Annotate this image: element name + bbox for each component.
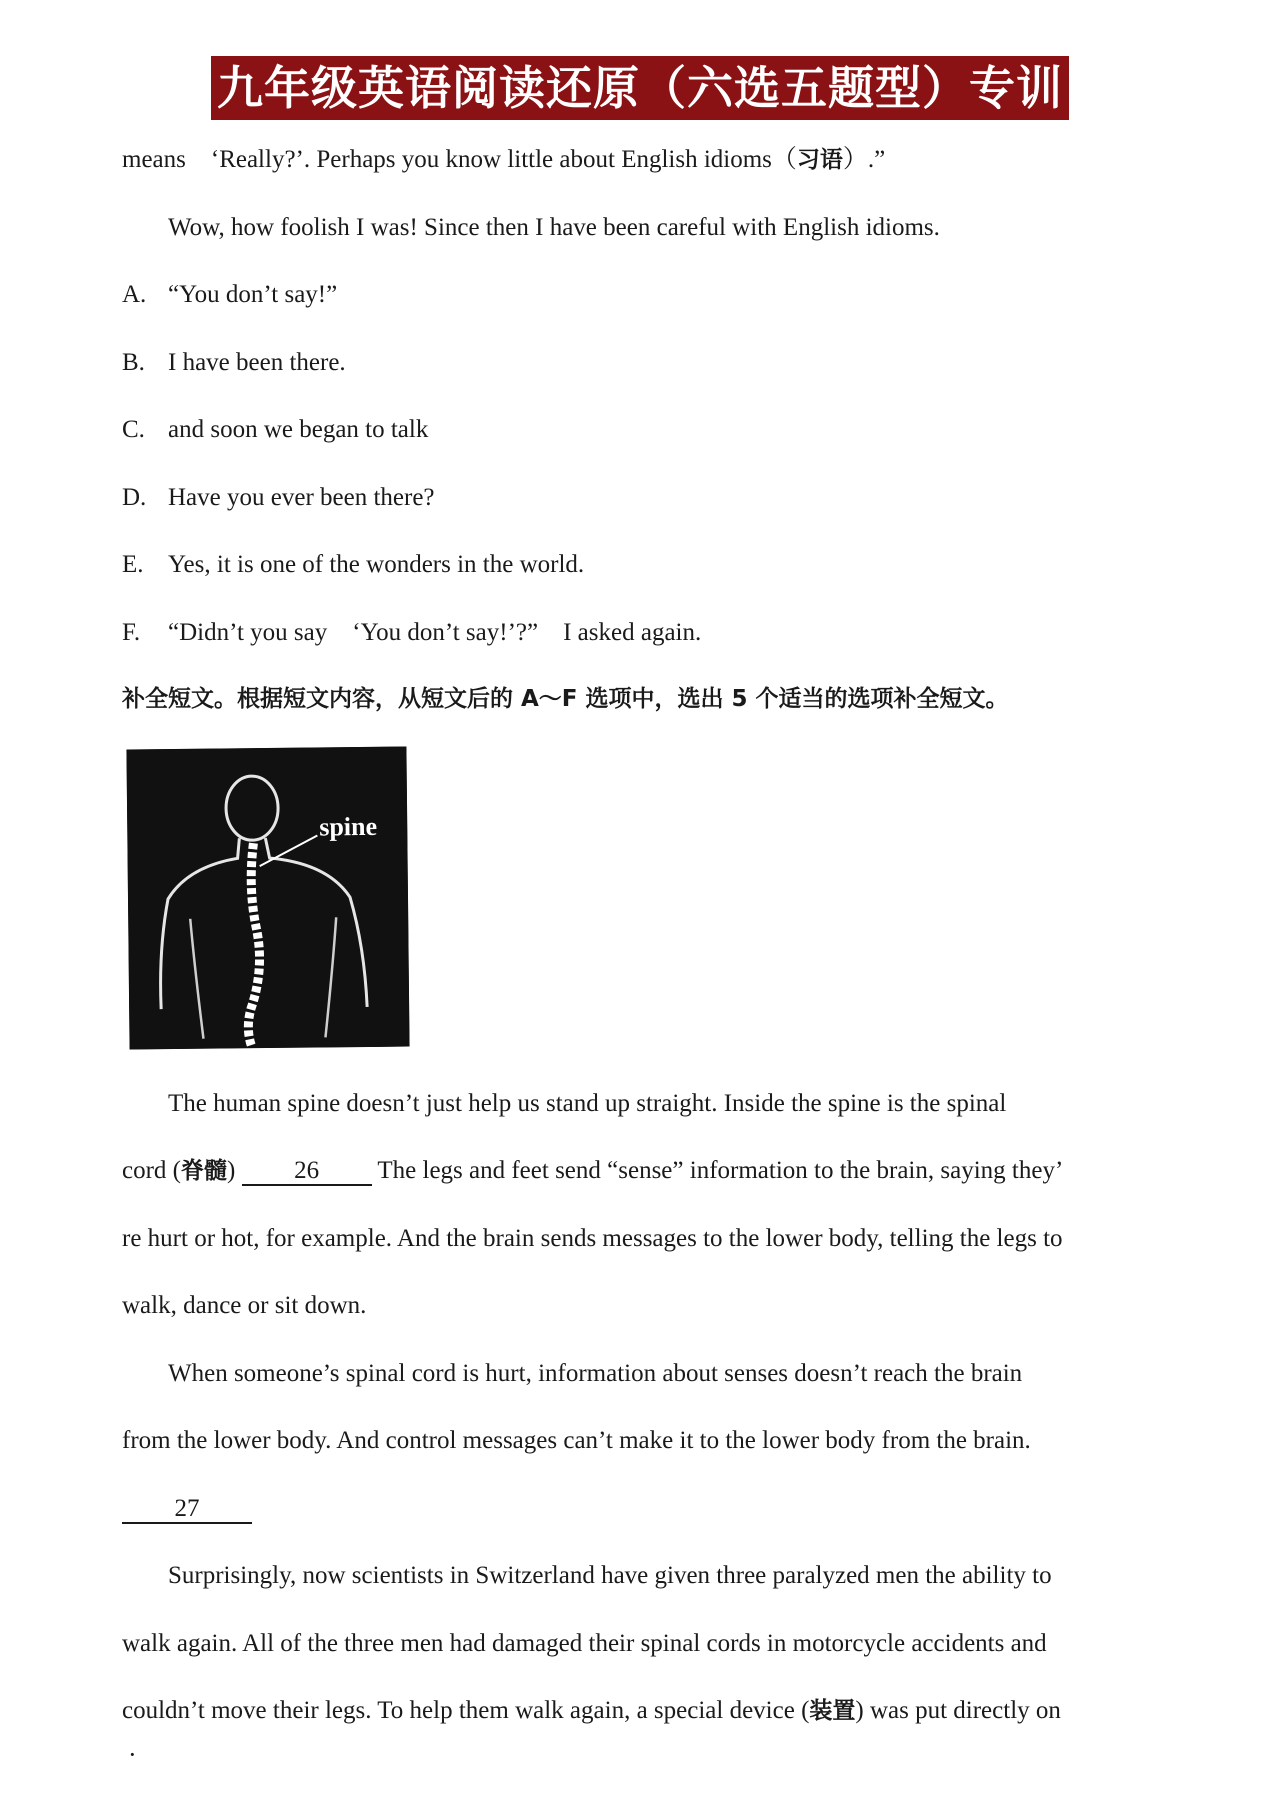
device-gloss: 装置 <box>809 1698 856 1724</box>
spine-label: spine <box>319 811 378 841</box>
option-c <box>122 396 1182 464</box>
passage2-p1-line2 <box>122 1137 1182 1205</box>
text-segment: ) <box>227 1157 242 1184</box>
option-letter: E. <box>122 551 144 578</box>
passage2-p1-line1: The human spine doesn’t just help us stand up straight. Inside the spine is the spinal <box>168 1089 1007 1117</box>
option-letter: D. <box>122 483 147 511</box>
option-letter: F. <box>122 618 141 646</box>
passage2-p2-line2: from the lower body. And control messages can’t make it to the lower body from the brain. <box>122 1427 1031 1454</box>
passage2-blank27-line <box>122 1475 1182 1543</box>
passage2-p3-line1: Surprisingly, now scientists in Switzerland have given three paralyzed men the ability to <box>168 1562 1052 1589</box>
option-f <box>122 599 1182 667</box>
passage2-p3-line3 <box>122 1677 1182 1745</box>
option-text: I have been there. <box>168 348 346 376</box>
option-text: and soon we began to talk <box>168 416 429 443</box>
option-text: Have you ever been there? <box>168 483 435 511</box>
option-a <box>122 261 1182 329</box>
option-text: Yes, it is one of the wonders in the world. <box>168 551 585 578</box>
passage2-p1-line4: walk, dance or sit down. <box>122 1292 367 1319</box>
passage1-line1-prefix: means ‘Really?’. Perhaps you know little about English idioms（ <box>122 146 797 173</box>
blank-26: 26 <box>242 1158 372 1186</box>
passage2-p1-line3: re hurt or hot, for example. And the brain sends messages to the lower body, telling the legs to <box>122 1224 1063 1252</box>
passage2-p3-line2: walk again. All of the three men had damaged their spinal cords in motorcycle accidents and <box>122 1629 1047 1657</box>
blank-27: 27 <box>122 1496 252 1524</box>
option-d <box>122 464 1182 532</box>
instruction: 补全短文。根据短文内容，从短文后的 A～F 选项中，选出 5 个适当的选项补全短文。 <box>122 686 1009 712</box>
title-banner: 九年级英语阅读还原（六选五题型）专训 <box>211 56 1069 120</box>
passage2-p2-line1: When someone’s spinal cord is hurt, information about senses doesn’t reach the brain <box>168 1359 1023 1387</box>
text-segment: couldn’t move their legs. To help them walk again, a special device ( <box>122 1697 810 1724</box>
option-letter: A. <box>122 281 147 308</box>
title-banner-wrap <box>0 56 1280 120</box>
spine-figure-svg <box>126 746 409 1049</box>
page-content <box>122 126 1182 1745</box>
option-letter: B. <box>122 348 145 376</box>
text-segment: ) was put directly on <box>855 1697 1061 1724</box>
idiom-gloss: 习语 <box>796 147 843 173</box>
option-text: “Didn’t you say ‘You don’t say!’?” I asked again. <box>168 618 702 646</box>
spine-illustration <box>126 746 409 1049</box>
option-b <box>122 329 1182 397</box>
text-segment: The legs and feet send “sense” information to the brain, saying they’ <box>371 1157 1064 1184</box>
passage1-line1 <box>122 126 1182 194</box>
option-letter: C. <box>122 416 145 443</box>
page-dot: · <box>128 1740 137 1769</box>
option-e <box>122 531 1182 599</box>
spinal-cord-gloss: 脊髓 <box>181 1158 227 1184</box>
passage1-line2: Wow, how foolish I was! Since then I have been careful with English idioms. <box>168 213 940 241</box>
text-segment: cord ( <box>122 1157 181 1184</box>
option-text: “You don’t say!” <box>168 281 338 308</box>
passage1-line1-suffix: ）.” <box>842 146 886 173</box>
